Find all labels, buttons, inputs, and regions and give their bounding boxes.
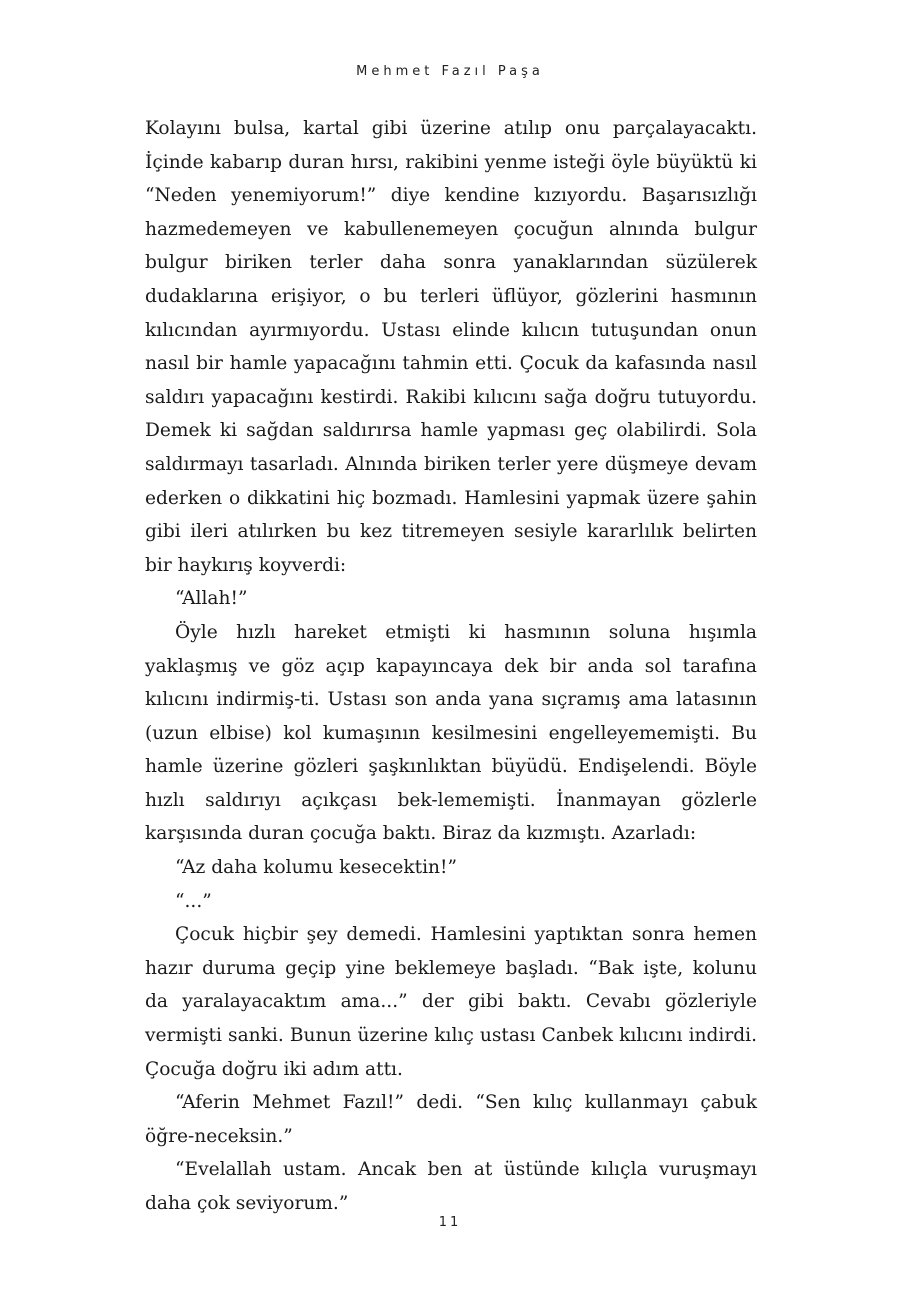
- body-text: [145, 112, 757, 1221]
- paragraph: “Allah!”: [175, 588, 248, 610]
- paragraph: “...”: [175, 890, 212, 912]
- paragraph: “Evelallah ustam. Ancak ben at üstünde kılıçla vuruşmayı daha çok seviyorum.”: [145, 1159, 757, 1214]
- paragraph: Öyle hızlı hareket etmişti ki hasmının soluna hışımla yaklaşmış ve göz açıp kapayıncaya dek bir anda sol tarafına kılıcını indirmiş-ti. Ustası son anda yana sıçramış ama latasının (uzun elbise) kol kumaşının kesilmesini engelleyememişti. Bu hamle üzerine gözleri şaşkınlıktan büyüdü. Endişelendi. Böyle hızlı saldırıyı açıkçası bek-lememişti. İnanmayan gözlerle karşısında duran çocuğa baktı. Biraz da kızmıştı. Azarladı:: [145, 621, 757, 845]
- paragraph: “Aferin Mehmet Fazıl!” dedi. “Sen kılıç kullanmayı çabuk öğre-neceksin.”: [145, 1092, 757, 1147]
- paragraph: Kolayını bulsa, kartal gibi üzerine atılıp onu parçalayacaktı. İçinde kabarıp duran hırsı, rakibini yenme isteği öyle büyüktü ki “Neden yenemiyorum!” diye kendine kızıyordu. Başarısızlığı hazmedemeyen ve kabullenemeyen çocuğun alnında bulgur bulgur biriken terler daha sonra yanaklarından süzülerek dudaklarına erişiyor, o bu terleri üflüyor, gözlerini hasmının kılıcından ayırmıyordu. Ustası elinde kılıcın tutuşundan onun nasıl bir hamle yapacağını tahmin etti. Çocuk da kafasında nasıl saldırı yapacağını kestirdi. Rakibi kılıcını sağa doğru tutuyordu. Demek ki sağdan saldırırsa hamle yapması geç olabilirdi. Sola saldırmayı tasarladı. Alnında biriken terler yere düşmeye devam ederken o dikkatini hiç bozmadı. Hamlesini yapmak üzere şahin gibi ileri atılırken bu kez titremeyen sesiyle kararlılık belirten bir haykırış koyverdi:: [145, 118, 757, 576]
- running-header: Mehmet Fazıl Paşa: [356, 64, 544, 79]
- page-number: 11: [438, 1215, 462, 1230]
- paragraph: Çocuk hiçbir şey demedi. Hamlesini yaptıktan sonra hemen hazır duruma geçip yine beklemeye başladı. “Bak işte, kolunu da yaralayacaktım ama...” der gibi baktı. Cevabı gözleriyle vermişti sanki. Bunun üzerine kılıç ustası Canbek kılıcını indirdi. Çocuğa doğru iki adım attı.: [145, 924, 757, 1080]
- paragraph: “Az daha kolumu kesecektin!”: [175, 857, 457, 879]
